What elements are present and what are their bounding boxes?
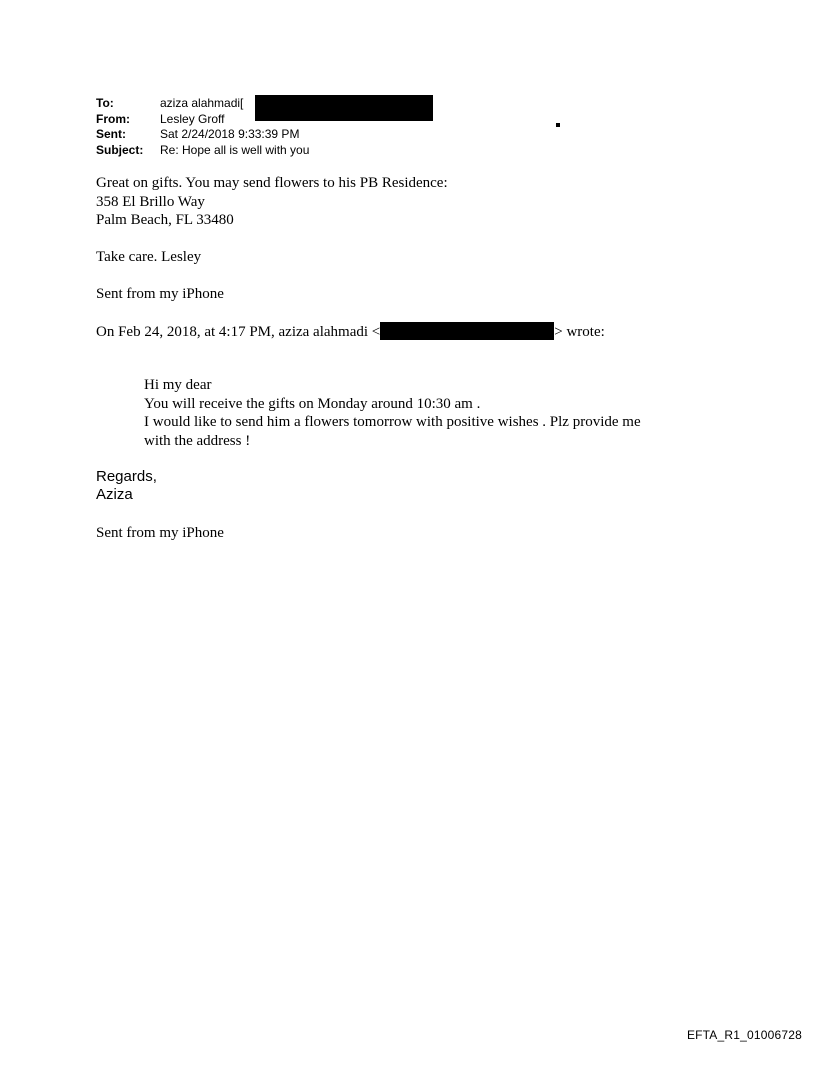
reply-signoff: Take care. Lesley	[96, 249, 202, 265]
sent-label: Sent:	[96, 127, 126, 141]
to-label: To:	[96, 96, 114, 110]
from-value: Lesley Groff	[160, 111, 225, 126]
redaction-box	[255, 95, 433, 121]
closing-block	[96, 468, 157, 504]
closing-sent-from: Sent from my iPhone	[96, 525, 224, 541]
quoted-message	[144, 376, 641, 450]
quote-intro-after: > wrote:	[554, 324, 605, 340]
quoted-line-1: Hi my dear	[144, 377, 212, 393]
reply-line-1: Great on gifts. You may send flowers to his PB Residence:	[96, 175, 448, 191]
sent-row	[96, 127, 309, 143]
quoted-line-2: You will receive the gifts on Monday around 10:30 am .	[144, 395, 481, 412]
reply-sent-from: Sent from my iPhone	[96, 286, 224, 302]
document-id: EFTA_R1_01006728	[686, 1028, 802, 1042]
sent-value: Sat 2/24/2018 9:33:39 PM	[160, 127, 300, 141]
from-label: From:	[96, 111, 130, 126]
quoted-line-3: I would like to send him a flowers tomorrow with positive wishes . Plz provide me	[144, 414, 641, 430]
quote-intro-before: On Feb 24, 2018, at 4:17 PM, aziza alahmadi <	[96, 324, 381, 340]
closing-name: Aziza	[96, 486, 133, 503]
quote-intro	[96, 322, 605, 342]
reply-address-city: Palm Beach, FL 33480	[96, 212, 234, 228]
quoted-line-4: with the address !	[144, 432, 251, 449]
to-value: aziza alahmadi[	[160, 96, 244, 110]
scan-mark	[556, 123, 560, 127]
reply-body	[96, 174, 448, 230]
subject-value: Re: Hope all is well with you	[160, 142, 310, 157]
closing-regards: Regards,	[96, 468, 157, 485]
redaction-box	[380, 322, 554, 340]
reply-address-street: 358 El Brillo Way	[96, 193, 205, 210]
subject-label: Subject:	[96, 142, 144, 157]
subject-row	[96, 143, 309, 159]
